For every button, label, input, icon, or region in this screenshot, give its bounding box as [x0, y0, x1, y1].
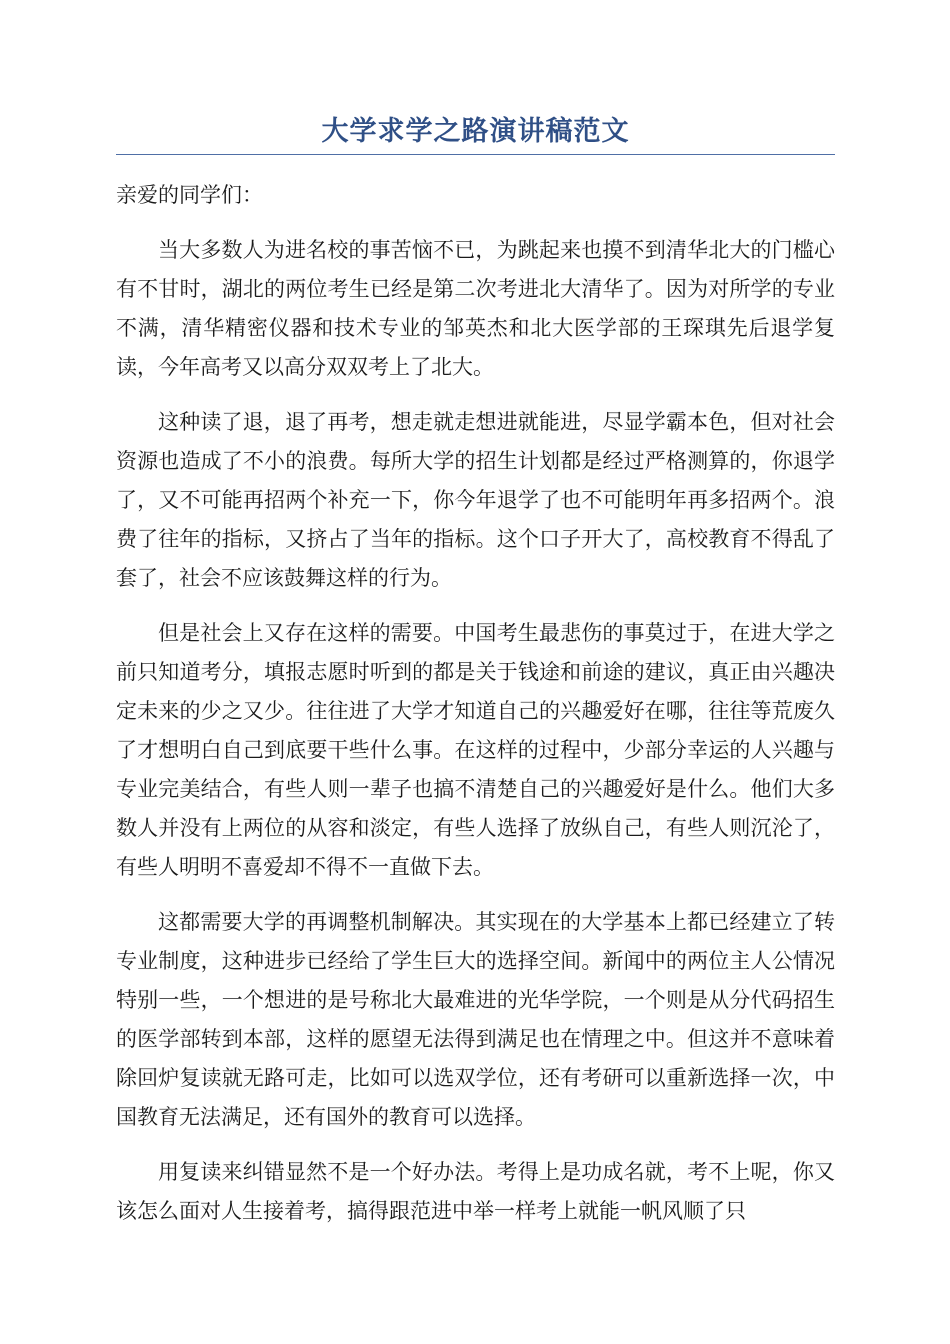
title-underline: [116, 154, 835, 155]
document-body: [116, 176, 835, 1247]
greeting: 亲爱的同学们：: [116, 183, 263, 207]
paragraph-1: 当大多数人为进名校的事苦恼不已，为跳起来也摸不到清华北大的门槛心有不甘时，湖北的两位考生已经是第二次考进北大清华了。因为对所学的专业不满，清华精密仪器和技术专业的邹英杰和北大医学部的王琛琪先后退学复读，今年高考又以高分双双考上了北大。: [116, 238, 835, 379]
document-title: 大学求学之路演讲稿范文: [321, 116, 630, 147]
paragraph-4: 这都需要大学的再调整机制解决。其实现在的大学基本上都已经建立了转专业制度，这种进步已经给了学生巨大的选择空间。新闻中的两位主人公情况特别一些，一个想进的是号称北大最难进的光华学院，一个则是从分代码招生的医学部转到本部，这样的愿望无法得到满足也在情理之中。但这并不意味着除回炉复读就无路可走，比如可以选双学位，还有考研可以重新选择一次，中国教育无法满足，还有国外的教育可以选择。: [116, 910, 835, 1129]
paragraph-3: 但是社会上又存在这样的需要。中国考生最悲伤的事莫过于，在进大学之前只知道考分，填报志愿时听到的都是关于钱途和前途的建议，真正由兴趣决定未来的少之又少。往往进了大学才知道自己的兴趣爱好在哪，往往等荒废久了才想明白自己到底要干些什么事。在这样的过程中，少部分幸运的人兴趣与专业完美结合，有些人则一辈子也搞不清楚自己的兴趣爱好是什么。他们大多数人并没有上两位的从容和淡定，有些人选择了放纵自己，有些人则沉沦了，有些人明明不喜爱却不得不一直做下去。: [116, 621, 835, 879]
paragraph-5: 用复读来纠错显然不是一个好办法。考得上是功成名就，考不上呢，你又该怎么面对人生接着考，搞得跟范进中举一样考上就能一帆风顺了只: [116, 1160, 835, 1223]
paragraph-2: 这种读了退，退了再考，想走就走想进就能进，尽显学霸本色，但对社会资源也造成了不小的浪费。每所大学的招生计划都是经过严格测算的，你退学了，又不可能再招两个补充一下，你今年退学了也不可能明年再多招两个。浪费了往年的指标，又挤占了当年的指标。这个口子开大了，高校教育不得乱了套了，社会不应该鼓舞这样的行为。: [116, 410, 835, 590]
